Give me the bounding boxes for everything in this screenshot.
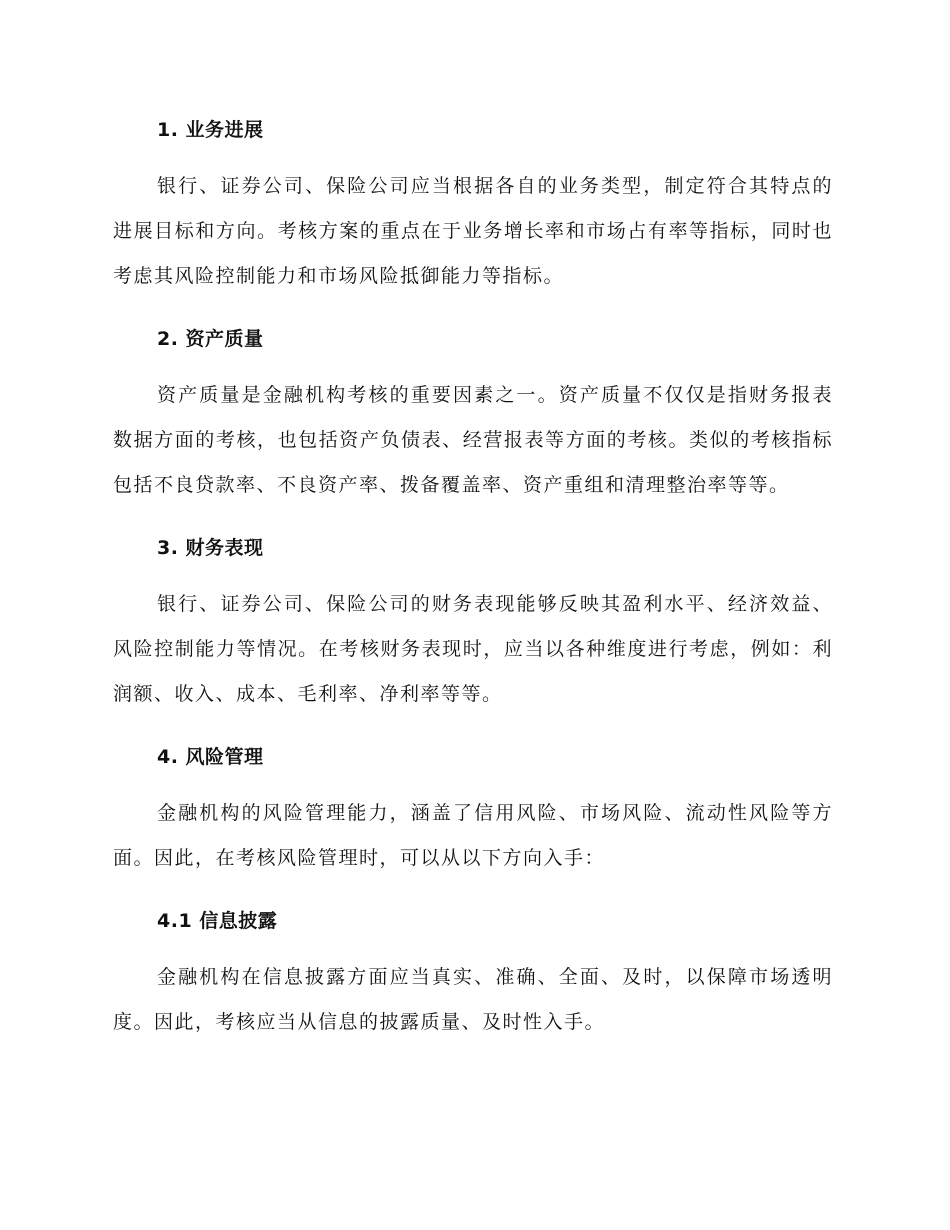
section-body-business-progress: 银行、证券公司、保险公司应当根据各自的业务类型，制定符合其特点的进展目标和方向。考核方案的重点在于业务增长率和市场占有率等指标，同时也考虑其风险控制能力和市场风险抵御能力等指标。 xyxy=(113,175,833,287)
section-heading-asset-quality: 2. 资产质量 xyxy=(157,328,264,350)
section-body-asset-quality: 资产质量是金融机构考核的重要因素之一。资产质量不仅仅是指财务报表数据方面的考核，也包括资产负债表、经营报表等方面的考核。类似的考核指标包括不良贷款率、不良资产率、拨备覆盖率、资产重组和清理整治率等等。 xyxy=(113,384,833,496)
section-body-information-disclosure: 金融机构在信息披露方面应当真实、准确、全面、及时，以保障市场透明度。因此，考核应当从信息的披露质量、及时性入手。 xyxy=(113,966,833,1033)
section-body-risk-management: 金融机构的风险管理能力，涵盖了信用风险、市场风险、流动性风险等方面。因此，在考核风险管理时，可以从以下方向入手： xyxy=(113,802,833,869)
section-heading-business-progress: 1. 业务进展 xyxy=(157,119,264,141)
section-heading-financial-performance: 3. 财务表现 xyxy=(157,537,264,559)
section-heading-risk-management: 4. 风险管理 xyxy=(157,746,264,768)
section-heading-information-disclosure: 4.1 信息披露 xyxy=(157,910,278,932)
document-content xyxy=(113,108,833,1063)
section-body-financial-performance: 银行、证券公司、保险公司的财务表现能够反映其盈利水平、经济效益、风险控制能力等情况。在考核财务表现时，应当以各种维度进行考虑，例如：利润额、收入、成本、毛利率、净利率等等。 xyxy=(113,593,833,705)
